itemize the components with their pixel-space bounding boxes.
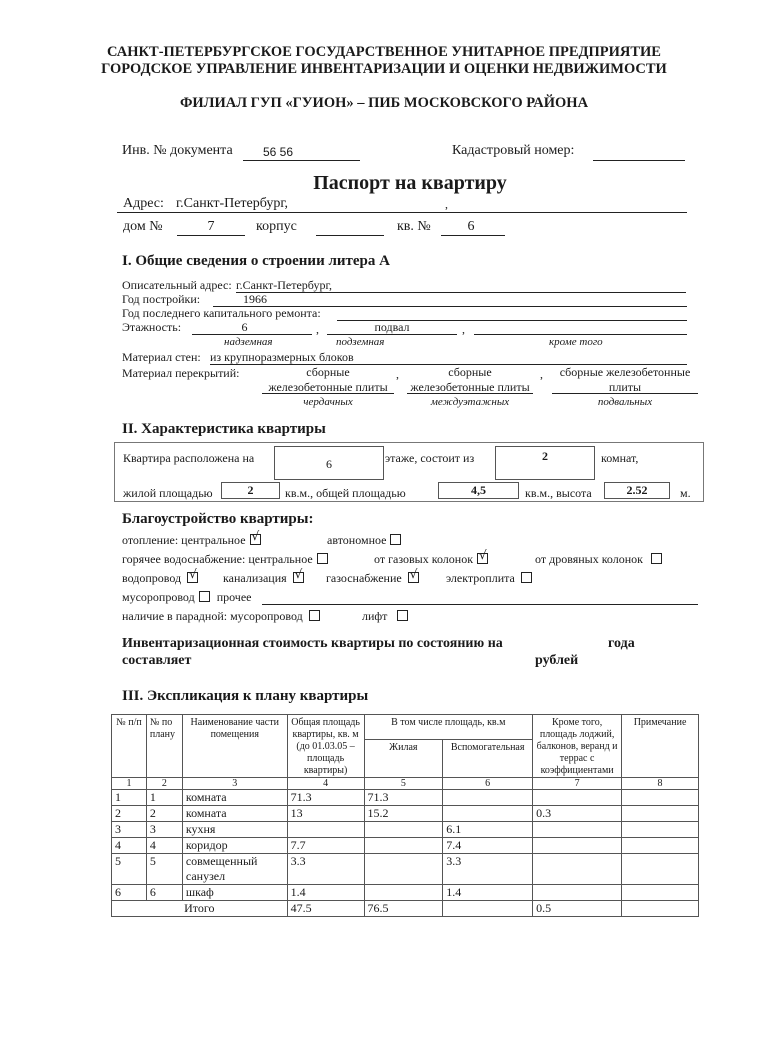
cell-extra bbox=[533, 822, 622, 838]
address-comma: , bbox=[445, 197, 448, 211]
ceiling-inter-l2: железобетонные плиты bbox=[410, 380, 530, 394]
table-row bbox=[112, 806, 699, 822]
ceiling-inter-caption: междуэтажных bbox=[430, 396, 510, 408]
height-label: кв.м., высота bbox=[525, 486, 592, 500]
cell-total: 3.3 bbox=[287, 854, 364, 885]
cell-n: 3 bbox=[112, 822, 147, 838]
garbage-chute-label: мусоропровод bbox=[122, 590, 195, 604]
hotwater-wood-checkbox[interactable] bbox=[651, 553, 662, 564]
height-unit: м. bbox=[680, 486, 691, 500]
house-value: 7 bbox=[207, 219, 215, 234]
cell-total: 1.4 bbox=[287, 885, 364, 901]
cell-plan: 2 bbox=[146, 806, 182, 822]
cell-note bbox=[622, 854, 699, 885]
walls-value: из крупноразмерных блоков bbox=[210, 350, 354, 364]
water-checkbox[interactable] bbox=[187, 572, 198, 583]
floors-comma-2: , bbox=[462, 322, 465, 336]
cell-name: комната bbox=[182, 806, 287, 822]
cell-aux: 1.4 bbox=[443, 885, 533, 901]
cell-living bbox=[364, 822, 443, 838]
entrance-chute-label: мусоропровод bbox=[230, 609, 303, 623]
cell-name: комната bbox=[182, 790, 287, 806]
col-header-num: № п/п bbox=[112, 715, 147, 778]
cell-n: 1 bbox=[112, 790, 147, 806]
heating-autonomous-checkbox[interactable] bbox=[390, 534, 401, 545]
cell-plan: 1 bbox=[146, 790, 182, 806]
column-numbers-row bbox=[112, 778, 699, 790]
heating-autonomous-group bbox=[327, 533, 401, 548]
entrance-chute-checkbox[interactable] bbox=[309, 610, 320, 621]
cell-name: совмещенный санузел bbox=[182, 854, 287, 885]
cadastral-label: Кадастровый номер: bbox=[452, 143, 575, 158]
cell-plan: 6 bbox=[146, 885, 182, 901]
last-repair-label: Год последнего капитального ремонта: bbox=[122, 306, 321, 320]
cell-aux: 6.1 bbox=[443, 822, 533, 838]
cell-living: 71.3 bbox=[364, 790, 443, 806]
rooms-field[interactable] bbox=[495, 446, 595, 480]
floors-extra-caption: кроме того bbox=[549, 336, 603, 348]
cell-note bbox=[622, 822, 699, 838]
inv-doc-label: Инв. № документа bbox=[122, 143, 233, 158]
cell-extra bbox=[533, 790, 622, 806]
entrance-label: наличие в парадной: bbox=[122, 609, 228, 623]
cell-total: 71.3 bbox=[287, 790, 364, 806]
walls-field[interactable] bbox=[210, 350, 687, 365]
col-header-aux: Вспомогательная bbox=[443, 740, 533, 778]
utilities-row bbox=[122, 571, 198, 586]
col-header-extra: Кроме того, площадь лоджий, балконов, веранд и террас с коэффициентами bbox=[533, 715, 622, 778]
cell-living bbox=[364, 854, 443, 885]
ceiling-base-field[interactable] bbox=[552, 365, 698, 394]
last-repair-field[interactable] bbox=[337, 306, 687, 321]
rooms-suffix: комнат, bbox=[601, 451, 639, 465]
korpus-field[interactable] bbox=[316, 219, 384, 236]
total-label: Итого bbox=[112, 901, 288, 917]
address-label: Адрес: bbox=[123, 196, 164, 211]
valuation-line1: Инвентаризационная стоимость квартиры по состоянию на bbox=[122, 636, 503, 651]
heating-autonomous-label: автономное bbox=[327, 533, 387, 547]
col-number: 5 bbox=[364, 778, 443, 790]
cadastral-field[interactable] bbox=[593, 144, 685, 161]
cell-living bbox=[364, 885, 443, 901]
gas-group bbox=[326, 571, 419, 586]
ceiling-attic-l1: сборные bbox=[306, 365, 350, 379]
page-title: Паспорт на квартиру bbox=[313, 172, 507, 194]
cell-name: шкаф bbox=[182, 885, 287, 901]
hotwater-wood-label: от дровяных колонок bbox=[535, 552, 644, 566]
cell-living: 15.2 bbox=[364, 806, 443, 822]
col-number: 8 bbox=[622, 778, 699, 790]
cell-total: 13 bbox=[287, 806, 364, 822]
hotwater-wood-group bbox=[535, 552, 662, 567]
lift-group bbox=[362, 609, 408, 624]
col-header-total: Общая площадь квартиры, кв. м (до 01.03.05 – площадь квартиры) bbox=[287, 715, 364, 778]
living-area-field[interactable] bbox=[221, 482, 280, 499]
cell-n: 6 bbox=[112, 885, 147, 901]
apt-field[interactable] bbox=[441, 219, 505, 236]
cell-aux bbox=[443, 806, 533, 822]
hotwater-central-label: центральное bbox=[248, 552, 313, 566]
height-value: 2.52 bbox=[626, 483, 648, 497]
gas-label: газоснабжение bbox=[326, 571, 402, 585]
total-extra: 0.5 bbox=[533, 901, 622, 917]
ceiling-base-l2: плиты bbox=[608, 380, 642, 394]
hotwater-gas-checkbox[interactable] bbox=[477, 553, 488, 564]
ceiling-comma-1: , bbox=[396, 367, 399, 381]
valuation-currency: рублей bbox=[535, 653, 579, 668]
total-aux bbox=[443, 901, 533, 917]
cell-living bbox=[364, 838, 443, 854]
cell-total: 7.7 bbox=[287, 838, 364, 854]
hotwater-gas-group bbox=[374, 552, 488, 567]
year-built-field[interactable] bbox=[213, 292, 687, 307]
org-name-line1: САНКТ-ПЕТЕРБУРГСКОЕ ГОСУДАРСТВЕННОЕ УНИТАРНОЕ ПРЕДПРИЯТИЕ bbox=[107, 44, 661, 60]
electric-stove-checkbox[interactable] bbox=[521, 572, 532, 583]
cell-extra: 0.3 bbox=[533, 806, 622, 822]
table-row bbox=[112, 838, 699, 854]
year-built-value: 1966 bbox=[243, 292, 267, 306]
cell-n: 5 bbox=[112, 854, 147, 885]
located-label: Квартира расположена на bbox=[123, 451, 255, 465]
col-header-note: Примечание bbox=[622, 715, 699, 778]
cell-extra bbox=[533, 838, 622, 854]
total-area-label: кв.м., общей площадью bbox=[285, 486, 406, 500]
heating-central-label: центральное bbox=[181, 533, 246, 547]
desc-address-label: Описательный адрес: bbox=[122, 278, 232, 292]
col-number: 3 bbox=[182, 778, 287, 790]
total-area-value: 4,5 bbox=[471, 483, 486, 497]
ceilings-label: Материал перекрытий: bbox=[122, 366, 240, 380]
cell-aux bbox=[443, 790, 533, 806]
col-number: 1 bbox=[112, 778, 147, 790]
heating-row bbox=[122, 533, 261, 548]
ceiling-base-l1: сборные железобетонные bbox=[559, 365, 691, 379]
cell-aux: 7.4 bbox=[443, 838, 533, 854]
table-row bbox=[112, 854, 699, 885]
lift-label: лифт bbox=[362, 609, 388, 623]
total-living: 76.5 bbox=[364, 901, 443, 917]
cell-note bbox=[622, 806, 699, 822]
col-number: 7 bbox=[533, 778, 622, 790]
col-number: 2 bbox=[146, 778, 182, 790]
sewer-checkbox[interactable] bbox=[293, 572, 304, 583]
total-note bbox=[622, 901, 699, 917]
valuation-line2: составляет bbox=[122, 653, 192, 668]
other-field[interactable] bbox=[262, 590, 698, 605]
water-label: водопровод bbox=[122, 571, 182, 585]
hotwater-central-checkbox[interactable] bbox=[317, 553, 328, 564]
cell-note bbox=[622, 885, 699, 901]
floors-comma-1: , bbox=[316, 322, 319, 336]
floors-extra-field[interactable] bbox=[474, 320, 687, 335]
org-name-line2: ГОРОДСКОЕ УПРАВЛЕНИЕ ИНВЕНТАРИЗАЦИИ И ОЦЕНКИ НЕДВИЖИМОСТИ bbox=[101, 61, 667, 77]
cell-n: 2 bbox=[112, 806, 147, 822]
cell-aux: 3.3 bbox=[443, 854, 533, 885]
height-field[interactable] bbox=[604, 482, 670, 499]
cell-extra bbox=[533, 885, 622, 901]
valuation-year-suffix: года bbox=[608, 636, 635, 651]
electric-stove-label: электроплита bbox=[446, 571, 515, 585]
year-built-label: Год постройки: bbox=[122, 292, 201, 306]
apt-label: кв. № bbox=[397, 219, 431, 234]
cell-plan: 4 bbox=[146, 838, 182, 854]
ceiling-attic-field[interactable] bbox=[262, 365, 394, 394]
hotwater-gas-label: от газовых колонок bbox=[374, 552, 474, 566]
floors-below-value: подвал bbox=[374, 320, 410, 334]
total-total: 47.5 bbox=[287, 901, 364, 917]
total-area-field[interactable] bbox=[438, 482, 519, 499]
floors-below-caption: подземная bbox=[336, 336, 385, 348]
total-row bbox=[112, 901, 699, 917]
house-label: дом № bbox=[123, 219, 163, 234]
section1-title: I. Общие сведения о строении литера А bbox=[122, 253, 390, 269]
rooms-value: 2 bbox=[542, 449, 548, 463]
col-header-living: Жилая bbox=[364, 740, 443, 778]
inv-doc-field[interactable] bbox=[243, 144, 360, 161]
branch-name: ФИЛИАЛ ГУП «ГУИОН» – ПИБ МОСКОВСКОГО РАЙОНА bbox=[179, 95, 589, 111]
ceiling-inter-l1: сборные bbox=[448, 365, 492, 379]
other-label: прочее bbox=[216, 590, 252, 604]
lift-checkbox[interactable] bbox=[397, 610, 408, 621]
cell-n: 4 bbox=[112, 838, 147, 854]
floors-above-field[interactable] bbox=[192, 320, 312, 335]
address-value: г.Санкт-Петербург, bbox=[176, 196, 289, 211]
col-header-plan-num: № по плану bbox=[146, 715, 182, 778]
col-header-name: Наименование части помещения bbox=[182, 715, 287, 778]
cell-name: кухня bbox=[182, 822, 287, 838]
house-field[interactable] bbox=[177, 219, 245, 236]
floors-above-value: 6 bbox=[241, 320, 248, 334]
heating-label: отопление: bbox=[122, 533, 179, 547]
floors-above-caption: надземная bbox=[224, 336, 273, 348]
korpus-label: корпус bbox=[256, 219, 297, 234]
desc-address-value: г.Санкт-Петербург, bbox=[236, 278, 333, 292]
col-number: 4 bbox=[287, 778, 364, 790]
col-number: 6 bbox=[443, 778, 533, 790]
desc-address-field[interactable] bbox=[236, 278, 686, 293]
table-row bbox=[112, 790, 699, 806]
hotwater-row bbox=[122, 552, 328, 567]
floor-value: 6 bbox=[326, 457, 332, 471]
garbage-chute-group bbox=[122, 590, 252, 605]
garbage-chute-checkbox[interactable] bbox=[199, 591, 210, 602]
cell-note bbox=[622, 838, 699, 854]
entrance-row bbox=[122, 609, 320, 624]
ceiling-base-caption: подвальных bbox=[597, 396, 653, 408]
apt-value: 6 bbox=[467, 219, 475, 234]
cell-total bbox=[287, 822, 364, 838]
walls-label: Материал стен: bbox=[122, 350, 201, 364]
section3-title: III. Экспликация к плану квартиры bbox=[122, 688, 369, 704]
sewer-label: канализация bbox=[223, 571, 287, 585]
living-area-label: жилой площадью bbox=[123, 486, 213, 500]
cell-plan: 5 bbox=[146, 854, 182, 885]
ceiling-attic-l2: железобетонные плиты bbox=[268, 380, 388, 394]
heating-central-checkbox[interactable] bbox=[250, 534, 261, 545]
floor-suffix: этаже, состоит из bbox=[385, 451, 475, 465]
floor-field[interactable] bbox=[274, 446, 384, 480]
cell-name: коридор bbox=[182, 838, 287, 854]
ceiling-inter-field[interactable] bbox=[407, 365, 533, 394]
gas-checkbox[interactable] bbox=[408, 572, 419, 583]
floors-below-field[interactable] bbox=[327, 320, 457, 335]
floors-label: Этажность: bbox=[122, 320, 182, 334]
explication-table bbox=[111, 714, 699, 917]
table-row bbox=[112, 885, 699, 901]
electric-stove-group bbox=[446, 571, 532, 586]
amenities-title: Благоустройство квартиры: bbox=[122, 511, 314, 527]
cell-extra bbox=[533, 854, 622, 885]
cell-plan: 3 bbox=[146, 822, 182, 838]
cell-note bbox=[622, 790, 699, 806]
section2-title: II. Характеристика квартиры bbox=[122, 421, 326, 437]
sewer-group bbox=[223, 571, 304, 586]
hotwater-label: горячее водоснабжение: bbox=[122, 552, 246, 566]
ceiling-attic-caption: чердачных bbox=[303, 396, 353, 408]
ceiling-comma-2: , bbox=[540, 367, 543, 381]
inv-doc-value: 56 56 bbox=[262, 145, 294, 159]
table-row bbox=[112, 822, 699, 838]
living-area-value: 2 bbox=[247, 483, 254, 497]
col-header-incl: В том числе площадь, кв.м bbox=[364, 715, 533, 740]
